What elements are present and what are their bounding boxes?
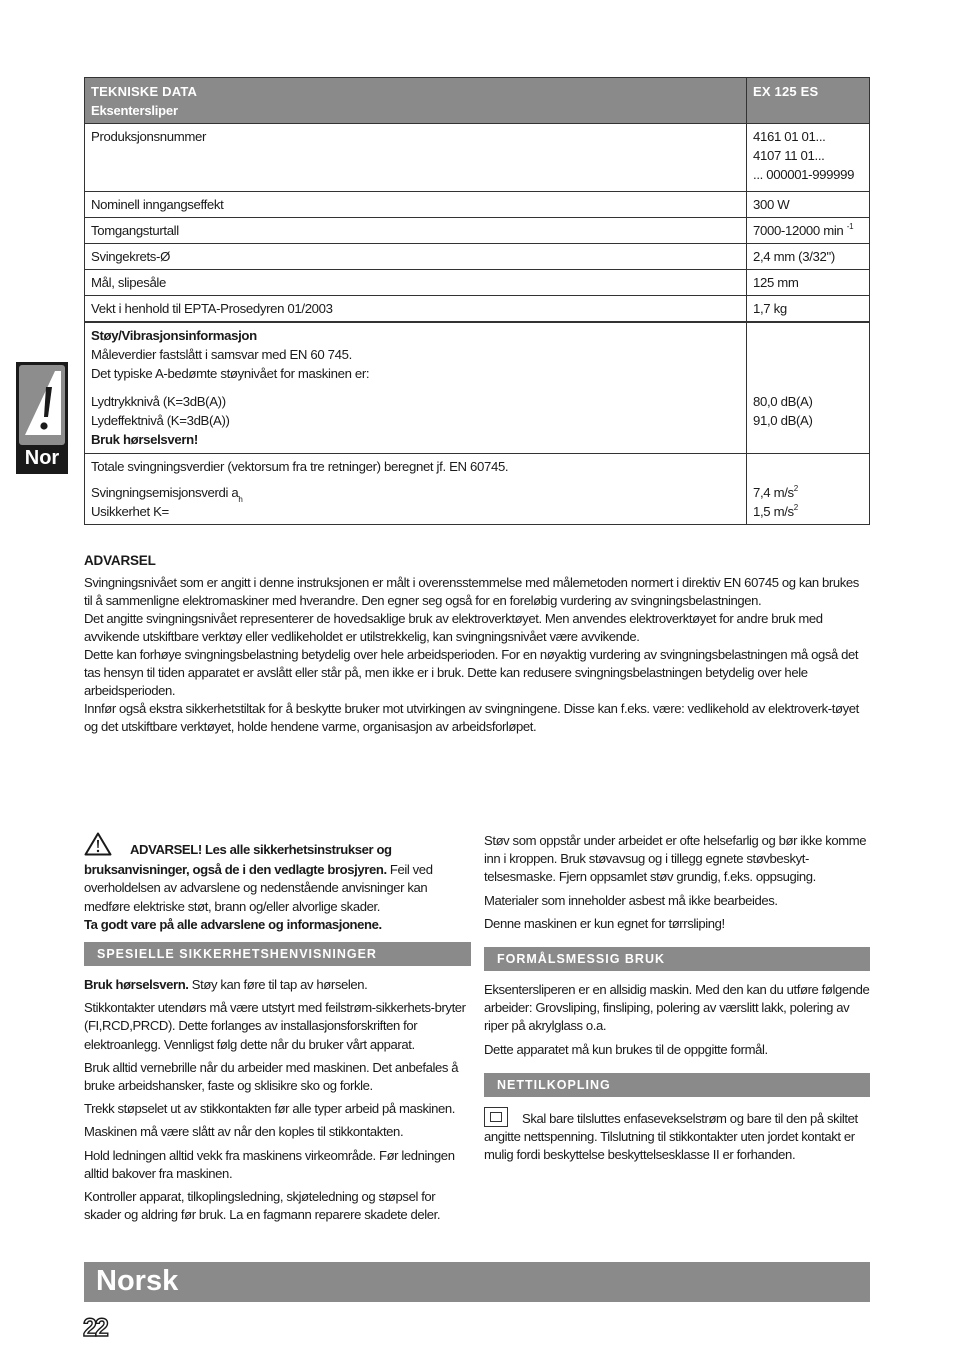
vibration-emission-text: Svingningsemisjonsverdi a: [91, 485, 239, 500]
vibration-warning-section: [84, 552, 870, 736]
table-subtitle: Eksentersliper: [91, 103, 178, 118]
hearing-protection-note: Bruk hørselsvern!: [91, 432, 198, 447]
pad-label: Mål, slipesåle: [85, 270, 747, 296]
warning-paragraph: Svingningsnivået som er angitt i denne instruksjonen er målt i overensstemmelse med målemetoden normert i direktiv EN 60745 og kan brukes til å sammenligne elektromaskiner med hverandre. Den egner seg også for en foreløbig vurdering av svingningsbelastningen.: [84, 575, 859, 608]
table-header-row: [85, 78, 870, 124]
vibration-info-cell: [85, 454, 747, 525]
table-row: [85, 192, 870, 218]
noise-info-cell: [85, 322, 747, 454]
warning-paragraph: Det angitte svingningsnivået representerer de hovedsaklige bruk av elektroverktøyet. Men anvendes elektroverktøyet for andre bruk med avvikende utskiftbare verktøy eller vedlikeholdet er utilstrekkelig, kan svingningsnivået være avvikende.: [84, 611, 823, 644]
safety-paragraph: Bruk alltid vernebrille når du arbeider med maskinen. Det anbefales å bruke arbeidshansker, faste og sklisikre sko og forkle.: [84, 1059, 459, 1094]
side-tab-language-label: Nor: [24, 447, 60, 469]
language-side-tab: [16, 362, 68, 474]
vibration-values-cell: [747, 454, 870, 525]
table-row: [85, 454, 870, 525]
safety-warning-text: Feil ved overholdelsen av advarslene og nedenstående anvisninger kan medføre elektriske støt, brann og/eller alvorlige skader.: [84, 862, 433, 914]
speed-label: Tomgangsturtall: [85, 218, 747, 244]
vibration-emission-subscript: h: [238, 495, 243, 504]
noise-line: Måleverdier fastslått i samsvar med EN 60 745.: [91, 347, 352, 362]
pad-value: 125 mm: [747, 270, 870, 296]
table-row: [85, 124, 870, 192]
warning-triangle-icon: [84, 832, 112, 861]
vibration-uncertainty-label: Usikkerhet K=: [91, 504, 169, 519]
sound-pressure-value: 80,0 dB(A): [753, 394, 813, 409]
dry-sanding-paragraph: Denne maskinen er kun egnet for tørrsliping!: [484, 915, 725, 931]
vibration-emission-value: [753, 483, 863, 502]
noise-title: Støy/Vibrasjonsinformasjon: [91, 328, 257, 343]
intended-use-paragraph: Eksentersliperen er en allsidig maskin. Med den kan du utføre følgende arbeider: Grovsliping, finsliping, polering av værslitt lakk, polering av riper på akrylglass o.a.: [484, 982, 870, 1034]
mains-text: Skal bare tilsluttes enfasevekselstrøm og bare til den på skiltet angitte nettspenning. Tilslutning til stikkontakter uten jordet kontakt er mulig fordi beskyttelse beskyttelsesklasse II er forhanden.: [484, 1110, 858, 1163]
unit-exponent: 2: [793, 484, 798, 493]
vibration-intro: Totale svingningsverdier (vektorsum fra tre retninger) beregnet jf. EN 60745.: [91, 459, 509, 474]
orbit-label: Svingekrets-Ø: [85, 244, 747, 270]
safety-paragraph: Stikkontakter utendørs må være utstyrt med feilstrøm-sikkerhets-bryter (FI,RCD,PRCD). Dette forlanges av installasjonsforskriften for elektroanlegg. Vennligst følg dette når du bruker vårt apparat.: [84, 1000, 466, 1052]
table-row: [85, 244, 870, 270]
sound-pressure-label: Lydtrykknivå (K=3dB(A)): [91, 394, 226, 409]
weight-value: 1,7 kg: [747, 296, 870, 323]
hearing-text: Støy kan føre til tap av hørselen.: [188, 977, 368, 993]
safety-warning-intro: [84, 832, 471, 934]
table-row: [85, 218, 870, 244]
table-row: [85, 270, 870, 296]
warning-paragraph: Innfør også ekstra sikkerhetstiltak for å beskytte bruker mot utvirkingen av svingningene. Disse kan f.eks. være: vedlikehold av elektroverk-tøyet og det utskiftbare verktøyet, holde hendene varme, organisasjon av arbeidsforløpet.: [84, 701, 859, 734]
warning-paragraph: Dette kan forhøye svingningsbelastning betydelig over hele arbeidsperioden. For en nøyaktig vurdering av svingningsbelastningen må også det tas hensyn til tiden apparatet er avslått eller står på, men ikke er i bruk. Dette kan redusere svingningsbelastningen betydelig over hele arbeidsperioden.: [84, 647, 859, 698]
production-number-value: 4161 01 01...: [753, 129, 826, 144]
speed-value: 7000-12000 min: [753, 223, 844, 238]
speed-exponent: -1: [846, 222, 854, 231]
safety-paragraph: Hold ledningen alltid vekk fra maskinens virkeområde. Før ledningen alltid bakover fra maskinen.: [84, 1147, 455, 1181]
production-number-values: [747, 124, 870, 192]
safety-warning-keep: Ta godt vare på alle advarslene og informasjonene.: [84, 916, 382, 932]
asbestos-paragraph: Materialer som inneholder asbest må ikke bearbeides.: [484, 892, 778, 908]
noise-line: Det typiske A-bedømte støynivået for maskinen er:: [91, 366, 370, 381]
hearing-bold: Bruk hørselsvern.: [84, 977, 189, 993]
table-row: [85, 296, 870, 323]
power-value: 300 W: [747, 192, 870, 218]
vibration-uncertainty-value: [753, 502, 863, 521]
safety-paragraph: Kontroller apparat, tilkoplingsledning, skjøteledning og støpsel for skader og aldring før bruk. La en fagmann reparere skadete deler.: [84, 1189, 441, 1223]
warning-heading: ADVARSEL: [84, 553, 156, 568]
dust-paragraph: Støv som oppstår under arbeidet er ofte helsefarlig og bør ikke komme inn i kroppen. Bruk støvavsug og i tillegg egnete støvbeskyt-telsesmaske. Fjern oppsamlet støv grundig, f.eks. oppsuging.: [484, 833, 867, 885]
technical-data-table: [84, 77, 870, 525]
sound-power-label: Lydeffektnivå (K=3dB(A)): [91, 413, 230, 428]
production-number-value: ... 000001-999999: [753, 167, 855, 182]
power-label: Nominell inngangseffekt: [85, 192, 747, 218]
right-column: [484, 832, 870, 1169]
weight-label: Vekt i henhold til EPTA-Prosedyren 01/2003: [85, 296, 747, 323]
unit-exponent: 2: [793, 503, 798, 512]
safety-paragraph: Maskinen må være slått av når den koples til stikkontakten.: [84, 1124, 404, 1140]
safety-paragraph: Trekk støpselet ut av stikkontakten før alle typer arbeid på maskinen.: [84, 1101, 456, 1117]
orbit-value: 2,4 mm (3/32"): [747, 244, 870, 270]
sound-power-value: 91,0 dB(A): [753, 413, 813, 428]
warning-exclamation-icon: [19, 365, 65, 445]
page-number: 22: [83, 1314, 107, 1342]
vibration-emission-label: [91, 483, 740, 502]
table-row: [85, 322, 870, 454]
hearing-paragraph: [84, 976, 471, 994]
double-insulation-icon: [484, 1107, 508, 1127]
vibration-emission-number: 7,4 m/s: [753, 485, 794, 500]
table-header-model: EX 125 ES: [747, 78, 870, 124]
left-column: [84, 832, 471, 1229]
section-intended-use: FORMÅLSMESSIG BRUK: [484, 947, 870, 971]
speed-cell: [747, 218, 870, 244]
footer-language-bar: [84, 1262, 870, 1302]
vibration-uncertainty-number: 1,5 m/s: [753, 504, 794, 519]
safety-warning-bold: ADVARSEL! Les alle sikkerhetsinstrukser og bruksanvisninger, også de i den vedlagte brosjyren.: [84, 842, 392, 878]
table-title: TEKNISKE DATA: [91, 84, 198, 99]
footer-language-label: Norsk: [96, 1265, 179, 1297]
intended-use-paragraph: Dette apparatet må kun brukes til de oppgitte formål.: [484, 1041, 768, 1057]
table-header-title: [85, 78, 747, 124]
section-special-safety: SPESIELLE SIKKERHETSHENVISNINGER: [84, 942, 471, 966]
mains-paragraph: [484, 1107, 870, 1165]
production-number-value: 4107 11 01...: [753, 148, 825, 163]
noise-values-cell: [747, 322, 870, 454]
production-number-label: Produksjonsnummer: [85, 124, 747, 192]
section-mains-connection: NETTILKOPLING: [484, 1073, 870, 1097]
